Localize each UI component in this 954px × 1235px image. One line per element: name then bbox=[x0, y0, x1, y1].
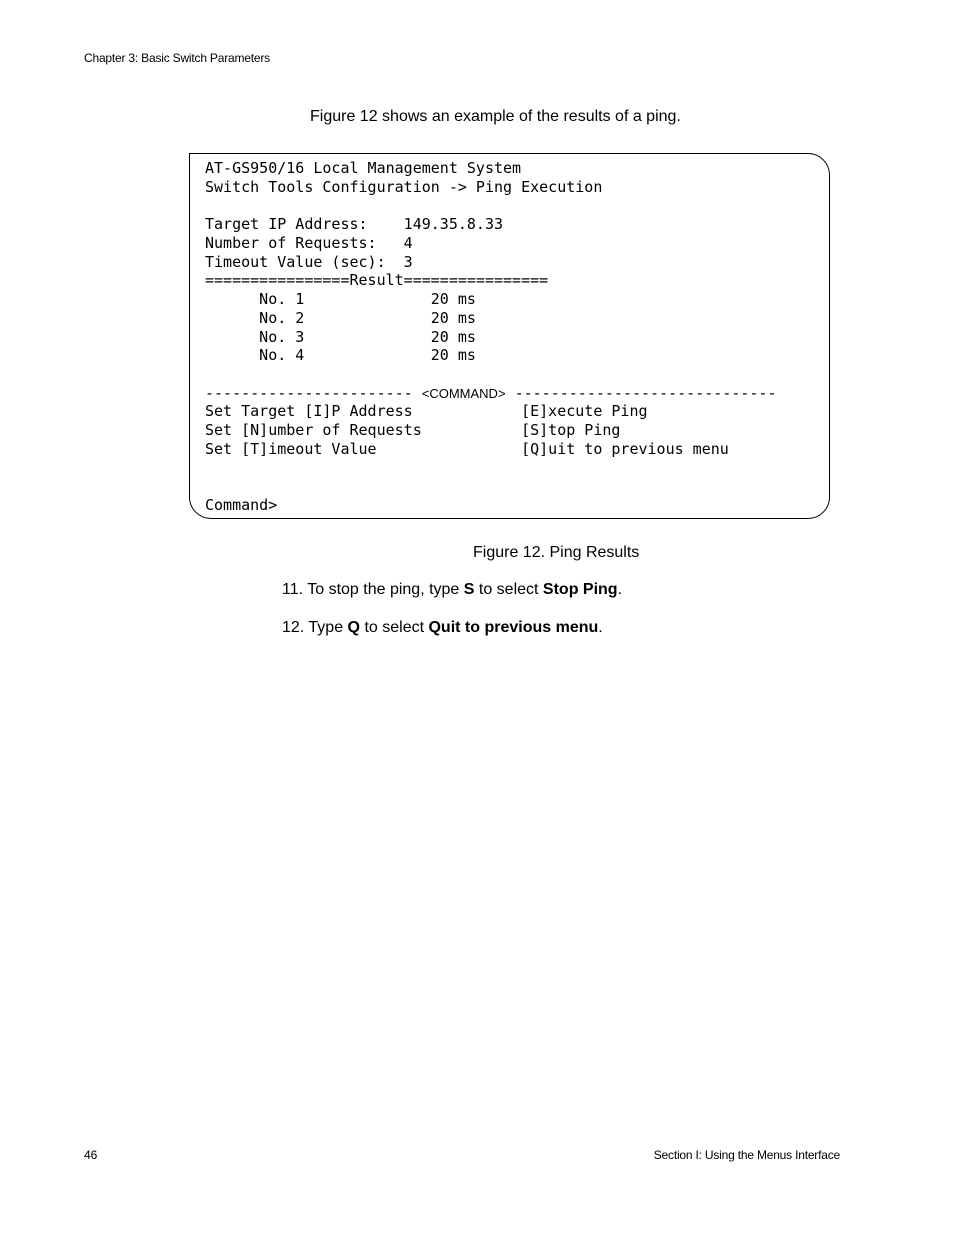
result-row: No. 2 20 ms bbox=[205, 309, 476, 327]
command-divider bbox=[205, 384, 776, 403]
step-key: Q bbox=[347, 619, 360, 636]
step-text: to select bbox=[474, 581, 543, 598]
terminal-title: AT-GS950/16 Local Management System bbox=[205, 159, 522, 177]
result-row: No. 3 20 ms bbox=[205, 328, 476, 346]
step-text: . bbox=[617, 581, 623, 598]
step-11 bbox=[282, 581, 622, 599]
target-ip-line: Target IP Address: 149.35.8.33 bbox=[205, 215, 504, 233]
command-divider-left: ----------------------- bbox=[205, 384, 422, 402]
step-number: 11. bbox=[282, 581, 304, 598]
terminal-breadcrumb: Switch Tools Configuration -> Ping Execution bbox=[205, 178, 603, 196]
result-divider: ================Result================ bbox=[205, 271, 549, 289]
command-divider-word: <COMMAND> bbox=[421, 386, 506, 401]
menu-line: Set [N]umber of Requests [S]top Ping bbox=[205, 421, 621, 439]
step-target: Quit to previous menu bbox=[428, 619, 599, 636]
command-prompt: Command> bbox=[205, 496, 278, 514]
intro-paragraph: Figure 12 shows an example of the results of a ping. bbox=[310, 108, 681, 125]
step-text: to select bbox=[360, 619, 429, 636]
menu-line: Set [T]imeout Value [Q]uit to previous menu bbox=[205, 440, 729, 458]
step-text: . bbox=[598, 619, 603, 636]
step-12 bbox=[282, 619, 603, 637]
command-divider-right: ----------------------------- bbox=[505, 384, 777, 402]
timeout-line: Timeout Value (sec): 3 bbox=[205, 253, 413, 271]
num-requests-line: Number of Requests: 4 bbox=[205, 234, 413, 252]
step-text: Type bbox=[304, 619, 348, 636]
step-target: Stop Ping bbox=[542, 581, 618, 598]
menu-line: Set Target [I]P Address [E]xecute Ping bbox=[205, 402, 648, 420]
running-header: Chapter 3: Basic Switch Parameters bbox=[84, 51, 270, 65]
result-row: No. 4 20 ms bbox=[205, 346, 476, 364]
step-text: To stop the ping, type bbox=[303, 581, 464, 598]
section-footer: Section I: Using the Menus Interface bbox=[653, 1148, 840, 1162]
step-key: S bbox=[463, 581, 475, 598]
result-row: No. 1 20 ms bbox=[205, 290, 476, 308]
page-number: 46 bbox=[84, 1148, 98, 1162]
step-number: 12. bbox=[282, 619, 305, 636]
figure-caption: Figure 12. Ping Results bbox=[473, 544, 640, 561]
